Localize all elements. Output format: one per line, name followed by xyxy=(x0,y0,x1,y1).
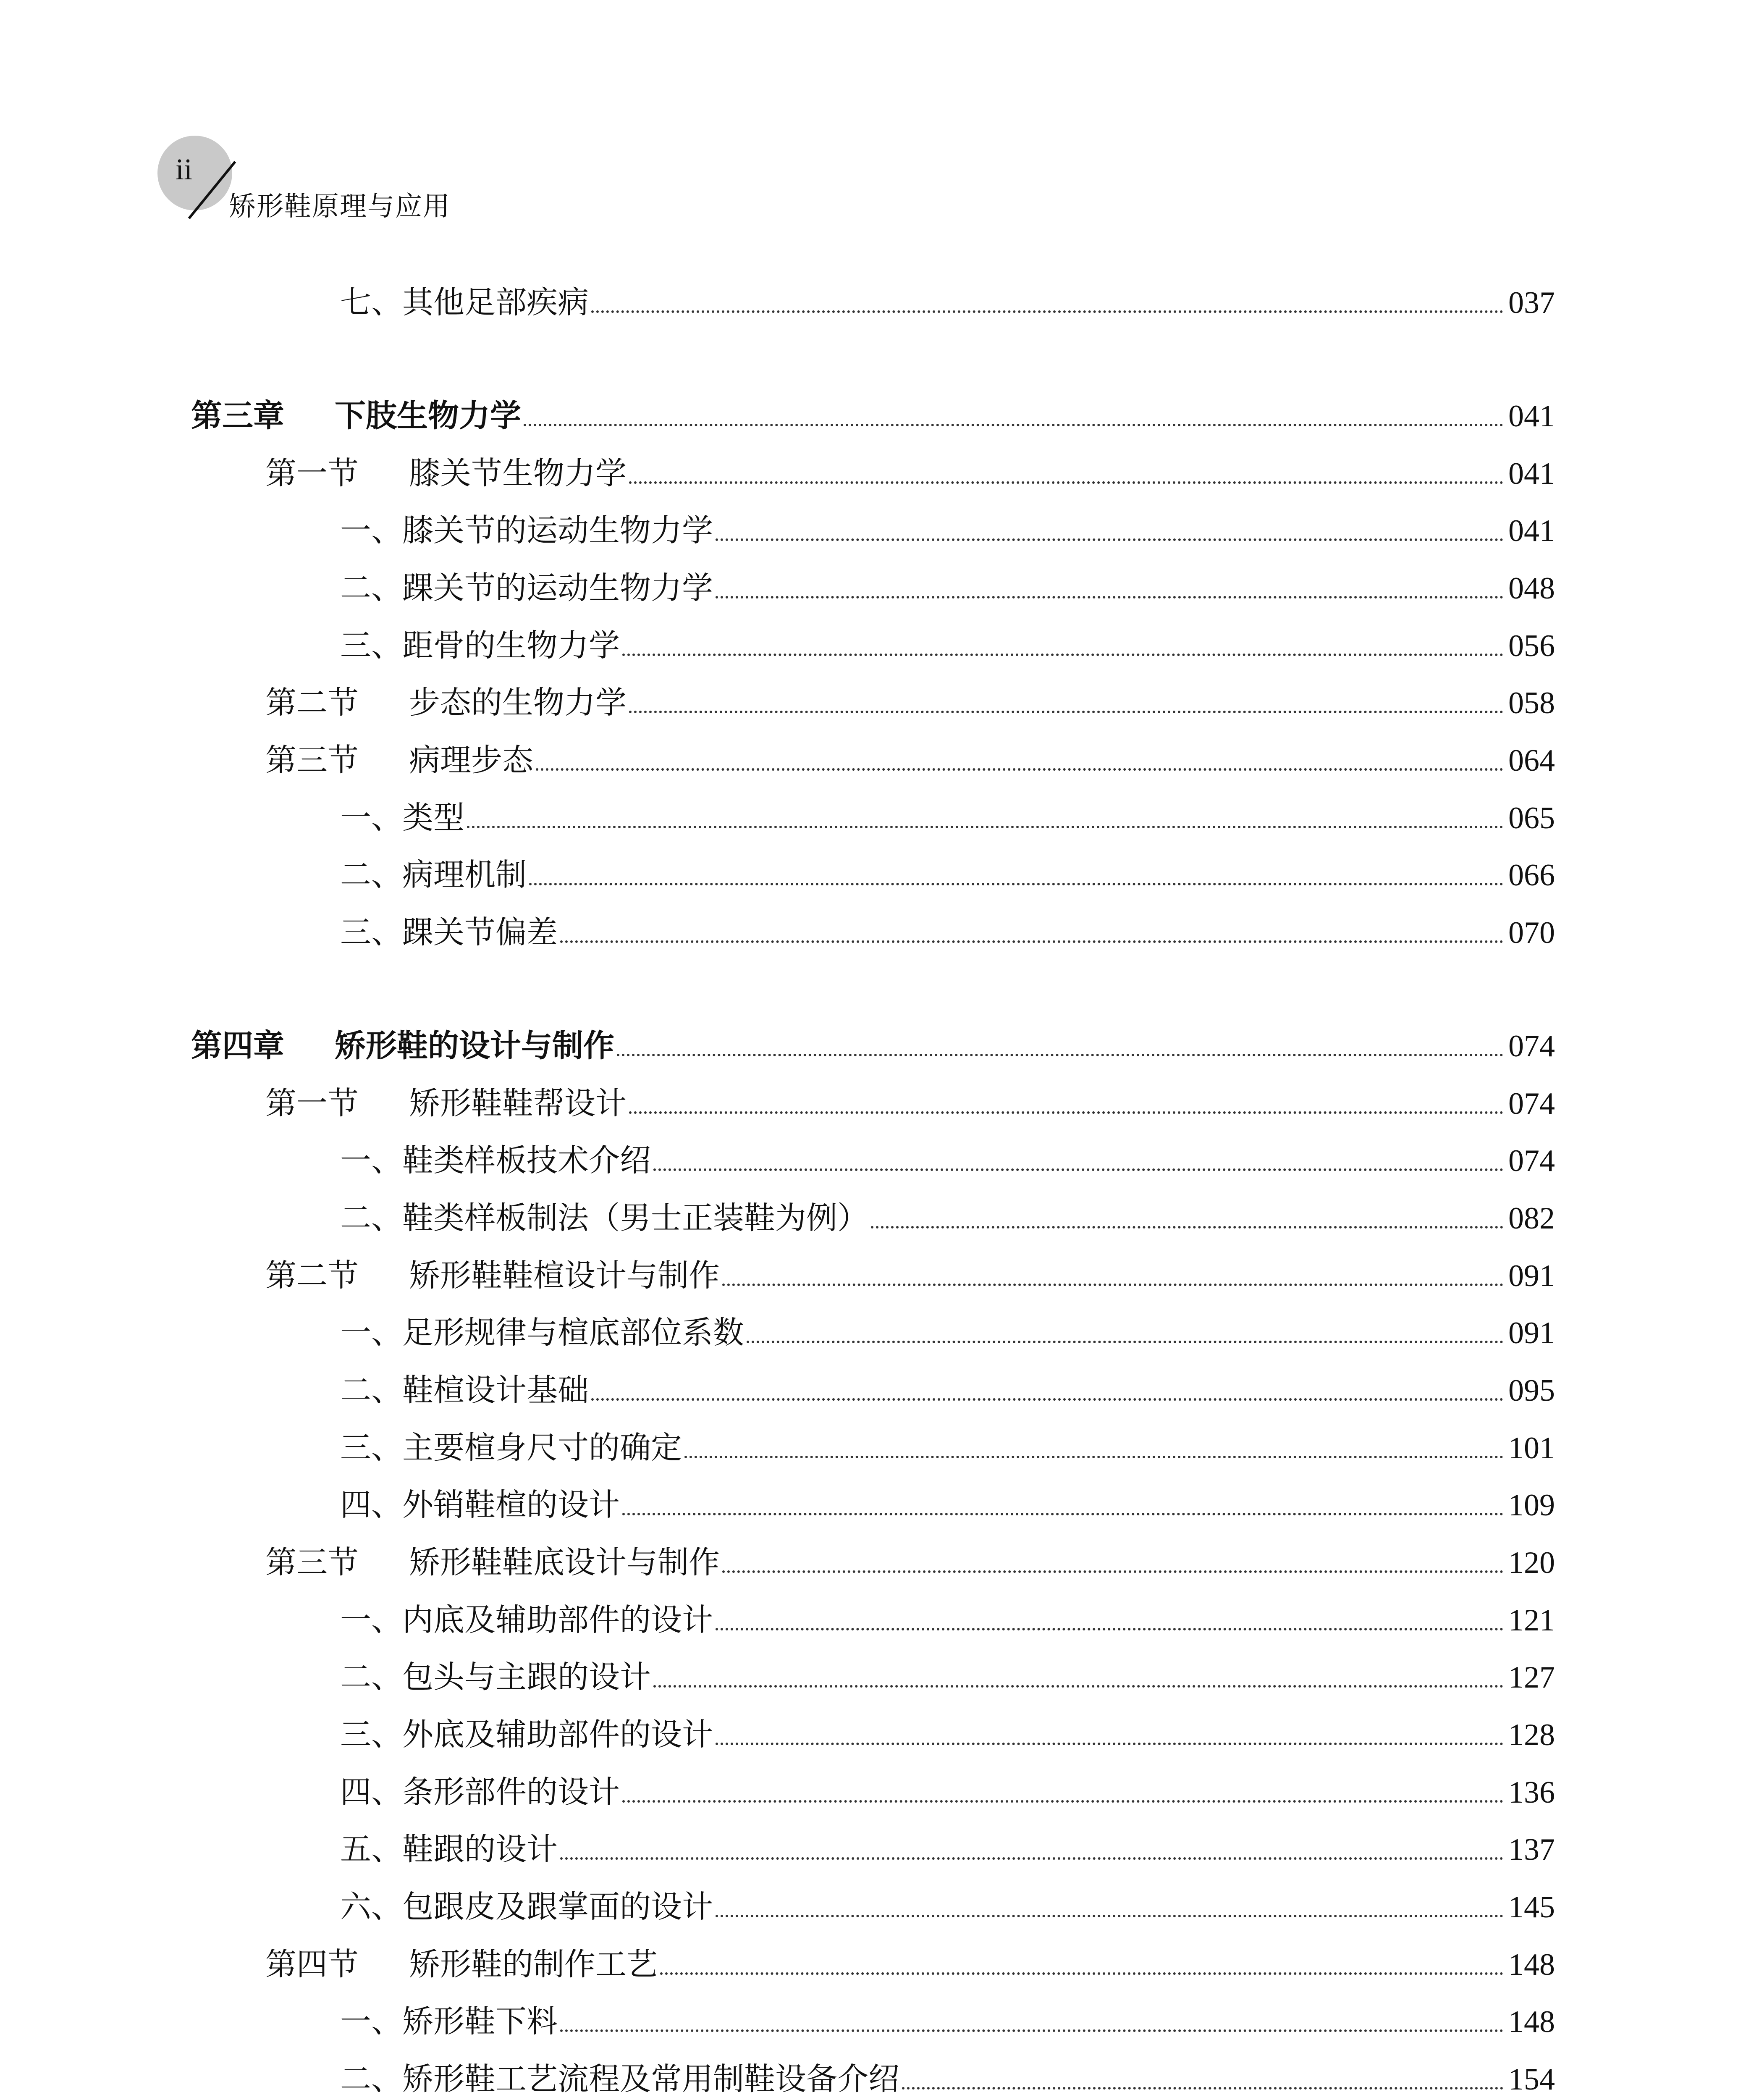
toc-page-number: 095 xyxy=(1508,1373,1555,1408)
dot-leader xyxy=(716,1743,1503,1745)
dot-leader xyxy=(560,940,1503,943)
toc-entry-item[interactable] xyxy=(340,1884,1555,1930)
toc-entry-section[interactable] xyxy=(265,450,1555,496)
toc-page-number: 145 xyxy=(1508,1890,1555,1924)
toc-page-number: 066 xyxy=(1508,858,1555,892)
dot-leader xyxy=(747,1341,1503,1343)
toc-entry-label: 二、鞋楦设计基础 xyxy=(340,1372,589,1408)
section-number: 第一节 xyxy=(265,455,359,491)
dot-leader xyxy=(871,1226,1503,1228)
toc-entry-label: 二、矫形鞋工艺流程及常用制鞋设备介绍 xyxy=(340,2061,899,2097)
toc-page-number: 091 xyxy=(1508,1259,1555,1293)
toc-entry-item[interactable] xyxy=(340,2056,1555,2100)
dot-leader xyxy=(716,1628,1503,1630)
dot-leader xyxy=(660,1972,1503,1975)
toc-entry-item[interactable] xyxy=(340,795,1555,841)
toc-page-number: 136 xyxy=(1508,1775,1555,1810)
toc-page-number: 127 xyxy=(1508,1660,1555,1695)
toc-entry-label: 三、外底及辅助部件的设计 xyxy=(340,1717,713,1753)
dot-leader xyxy=(617,1054,1503,1056)
toc-entry-label: 七、其他足部疾病 xyxy=(340,284,589,320)
toc-entry-item[interactable] xyxy=(340,565,1555,611)
dot-leader xyxy=(716,538,1503,541)
dot-leader xyxy=(716,596,1503,598)
toc-entry-section[interactable] xyxy=(265,680,1555,726)
toc-page-number: 082 xyxy=(1508,1201,1555,1236)
toc-entry-item[interactable] xyxy=(340,1826,1555,1872)
toc-entry-label: 一、类型 xyxy=(340,800,464,836)
section-number: 第四节 xyxy=(265,1946,359,1982)
toc-page-number: 121 xyxy=(1508,1603,1555,1638)
toc-entry-label: 四、条形部件的设计 xyxy=(340,1774,620,1810)
dot-leader xyxy=(629,711,1503,713)
toc-page-number: 058 xyxy=(1508,686,1555,720)
toc-page-number: 091 xyxy=(1508,1316,1555,1350)
toc-page-number: 109 xyxy=(1508,1488,1555,1522)
dot-leader xyxy=(722,1284,1503,1286)
toc-page-number: 041 xyxy=(1508,457,1555,491)
dot-leader xyxy=(684,1456,1503,1458)
toc-page-number: 154 xyxy=(1508,2062,1555,2097)
toc-page-number: 041 xyxy=(1508,514,1555,548)
chapter-number: 第三章 xyxy=(191,398,284,434)
toc-page-number: 074 xyxy=(1508,1144,1555,1178)
toc-entry-item[interactable] xyxy=(340,1367,1555,1413)
toc-entry-label: 一、足形规律与楦底部位系数 xyxy=(340,1315,744,1351)
toc-entry-item[interactable] xyxy=(340,1195,1555,1241)
toc-entry-label: 一、矫形鞋下料 xyxy=(340,2003,558,2040)
section-title: 膝关节生物力学 xyxy=(409,455,627,491)
toc-page-number: 065 xyxy=(1508,801,1555,835)
toc-entry-label: 一、膝关节的运动生物力学 xyxy=(340,512,713,549)
toc-entry-item[interactable] xyxy=(340,1597,1555,1643)
dot-leader xyxy=(629,481,1503,484)
toc-entry-item[interactable] xyxy=(340,279,1555,326)
toc-entry-label: 三、距骨的生物力学 xyxy=(340,627,620,664)
toc-entry-item[interactable] xyxy=(340,1769,1555,1815)
chapter-title: 矫形鞋的设计与制作 xyxy=(335,1028,614,1064)
dot-leader xyxy=(622,654,1503,656)
toc-entry-section[interactable] xyxy=(265,1941,1555,1987)
section-number: 第三节 xyxy=(265,1544,359,1580)
toc-entry-item[interactable] xyxy=(340,1654,1555,1700)
toc-entry-item[interactable] xyxy=(340,1425,1555,1471)
dot-leader xyxy=(591,1398,1503,1401)
toc-entry-label: 一、鞋类样板技术介绍 xyxy=(340,1142,651,1179)
dot-leader xyxy=(560,2029,1503,2032)
chapter-title: 下肢生物力学 xyxy=(335,398,521,434)
toc-page-number: 041 xyxy=(1508,399,1555,433)
toc-entry-label: 六、包跟皮及跟掌面的设计 xyxy=(340,1889,713,1925)
toc-page-number: 148 xyxy=(1508,2005,1555,2039)
dot-leader xyxy=(560,1857,1503,1860)
toc-entry-item[interactable] xyxy=(340,622,1555,669)
toc-page-number: 064 xyxy=(1508,743,1555,778)
toc-page-number: 137 xyxy=(1508,1832,1555,1867)
toc-page-number: 056 xyxy=(1508,629,1555,663)
toc-page-number: 048 xyxy=(1508,571,1555,606)
toc-entry-item[interactable] xyxy=(340,1712,1555,1758)
dot-leader xyxy=(716,1915,1503,1917)
toc-entry-section[interactable] xyxy=(265,1252,1555,1299)
toc-entry-chapter[interactable] xyxy=(191,1023,1555,1069)
running-header-title: 矫形鞋原理与应用 xyxy=(229,191,451,222)
dot-leader xyxy=(722,1570,1503,1573)
page-number: ii xyxy=(176,152,193,186)
dot-leader xyxy=(622,1513,1503,1515)
toc-entry-section[interactable] xyxy=(265,1539,1555,1586)
section-number: 第三节 xyxy=(265,742,359,778)
toc-entry-item[interactable] xyxy=(340,1998,1555,2045)
toc-page-number: 148 xyxy=(1508,1948,1555,1982)
toc-entry-label: 二、病理机制 xyxy=(340,857,527,893)
dot-leader xyxy=(622,1800,1503,1803)
dot-leader xyxy=(653,1685,1503,1688)
toc-entry-chapter[interactable] xyxy=(191,393,1555,439)
toc-page-number: 074 xyxy=(1508,1029,1555,1063)
toc-page-number: 037 xyxy=(1508,286,1555,320)
dot-leader xyxy=(902,2087,1503,2090)
toc-entry-label: 二、鞋类样板制法（男士正装鞋为例） xyxy=(340,1200,868,1236)
toc-entry-item[interactable] xyxy=(340,1482,1555,1528)
section-number: 第一节 xyxy=(265,1085,359,1121)
section-title: 步态的生物力学 xyxy=(409,685,627,721)
toc-entry-label: 一、内底及辅助部件的设计 xyxy=(340,1602,713,1638)
toc-entry-item[interactable] xyxy=(340,909,1555,956)
toc-entry-label: 二、踝关节的运动生物力学 xyxy=(340,570,713,606)
section-title: 矫形鞋鞋底设计与制作 xyxy=(409,1544,720,1580)
toc-entry-section[interactable] xyxy=(265,1080,1555,1126)
toc-entry-item[interactable] xyxy=(340,507,1555,554)
section-title: 矫形鞋的制作工艺 xyxy=(409,1946,658,1982)
section-title: 矫形鞋鞋楦设计与制作 xyxy=(409,1257,720,1294)
toc-entry-label: 二、包头与主跟的设计 xyxy=(340,1659,651,1695)
toc-entry-item[interactable] xyxy=(340,1310,1555,1356)
toc-page-number: 101 xyxy=(1508,1431,1555,1465)
dot-leader xyxy=(591,310,1503,313)
toc-page-number: 128 xyxy=(1508,1718,1555,1752)
chapter-number: 第四章 xyxy=(191,1028,284,1064)
toc-entry-label: 五、鞋跟的设计 xyxy=(340,1831,558,1867)
toc-entry-label: 三、主要楦身尺寸的确定 xyxy=(340,1430,682,1466)
section-title: 病理步态 xyxy=(409,742,533,778)
toc-page-number: 120 xyxy=(1508,1546,1555,1580)
dot-leader xyxy=(529,883,1503,885)
toc-page-number: 070 xyxy=(1508,916,1555,950)
dot-leader xyxy=(524,424,1503,426)
section-number: 第二节 xyxy=(265,1257,359,1294)
dot-leader xyxy=(536,768,1503,771)
dot-leader xyxy=(467,826,1503,828)
toc-entry-item[interactable] xyxy=(340,852,1555,898)
section-number: 第二节 xyxy=(265,685,359,721)
dot-leader xyxy=(629,1111,1503,1114)
toc-page-number: 074 xyxy=(1508,1087,1555,1121)
toc-entry-section[interactable] xyxy=(265,737,1555,783)
toc-entry-label: 四、外销鞋楦的设计 xyxy=(340,1487,620,1523)
toc-entry-label: 三、踝关节偏差 xyxy=(340,914,558,950)
toc-entry-item[interactable] xyxy=(340,1137,1555,1184)
dot-leader xyxy=(653,1168,1503,1171)
section-title: 矫形鞋鞋帮设计 xyxy=(409,1085,627,1121)
